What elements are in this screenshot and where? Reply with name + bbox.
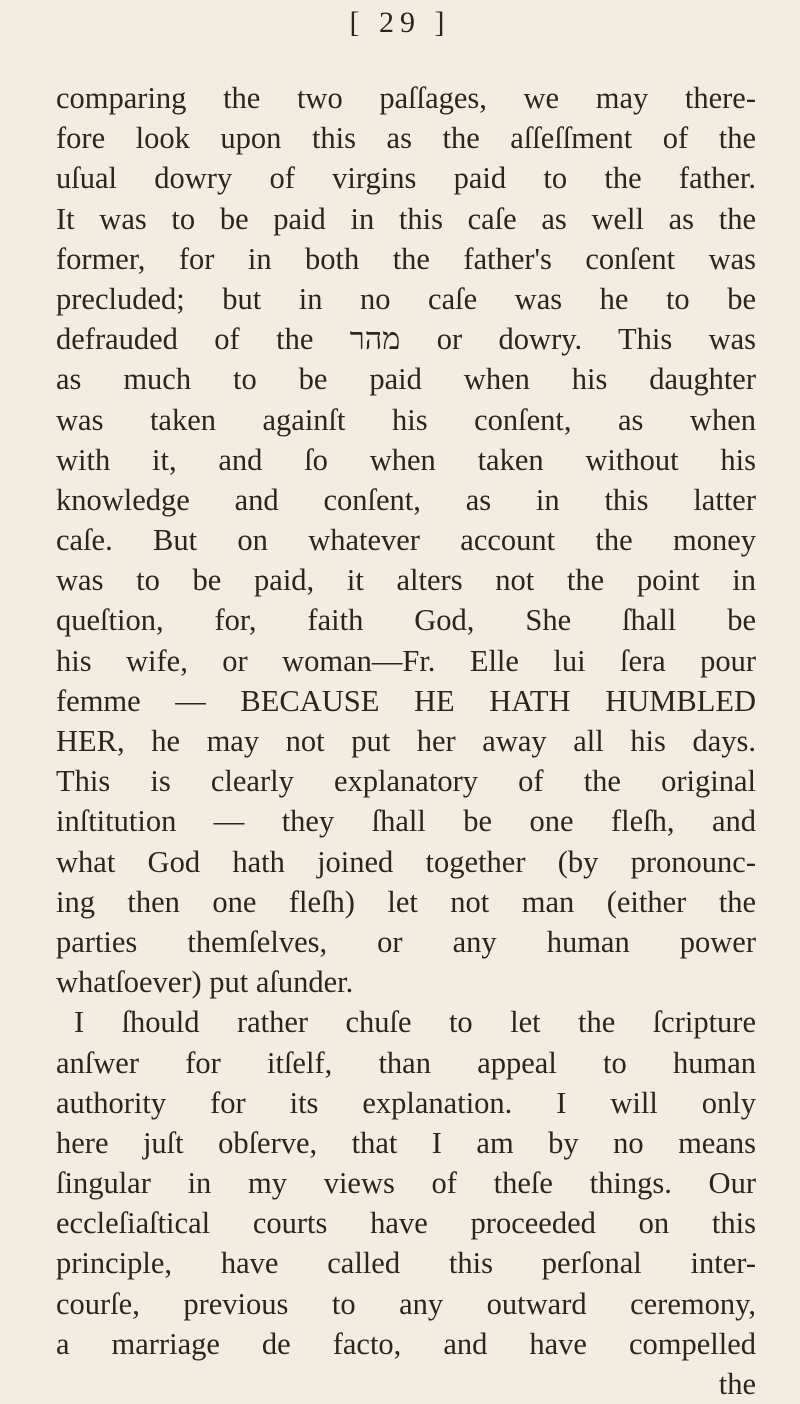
text-line: uſual dowry of virgins paid to the father.: [56, 161, 756, 196]
text-line: was to be paid, it alters not the point in: [56, 563, 756, 598]
text-line: defrauded of the מהר or dowry. This was: [56, 322, 757, 357]
text-line: with it, and ſo when taken without his: [56, 442, 756, 477]
text-line: This is clearly explanatory of the original: [56, 764, 756, 799]
text-line: queſtion, for, faith God, She ſhall be: [56, 603, 756, 638]
text-line: comparing the two paſſages, we may there-: [56, 81, 756, 115]
text-line: parties themſelves, or any human power: [56, 924, 756, 959]
text-line: what God hath joined together (by pronounc-: [56, 844, 756, 879]
text-line: caſe. But on whatever account the money: [56, 523, 756, 558]
text-line: courſe, previous to any outward ceremony,: [56, 1286, 756, 1321]
text-line: ing then one fleſh) let not man (either the: [56, 884, 756, 919]
text-line: precluded; but in no caſe was he to be: [56, 281, 756, 316]
text-line: femme — BECAUSE HE HATH HUMBLED: [56, 683, 756, 718]
text-line: former, for in both the father's conſent was: [56, 241, 756, 276]
text-line: a marriage de facto, and have compelled: [56, 1326, 756, 1361]
text-line: whatſoever) put aſunder.: [56, 965, 354, 1000]
text-line: here juſt obſerve, that I am by no means: [56, 1125, 756, 1160]
catchword: the: [718, 1367, 756, 1401]
text-line: his wife, or woman—Fr. Elle lui ſera pour: [56, 643, 756, 678]
text-line: I ſhould rather chuſe to let the ſcripture: [74, 1005, 756, 1040]
text-line: as much to be paid when his daughter: [56, 362, 756, 397]
text-line: was taken againſt his conſent, as when: [56, 402, 756, 437]
page-number-header: [ 29 ]: [349, 6, 451, 39]
text-line: authority for its explanation. I will only: [56, 1085, 756, 1120]
text-line: principle, have called this perſonal inter-: [56, 1246, 756, 1281]
text-line: fore look upon this as the aſſeſſment of the: [56, 121, 756, 156]
text-line: anſwer for itſelf, than appeal to human: [56, 1045, 756, 1080]
text-line: eccleſiaſtical courts have proceeded on this: [56, 1206, 756, 1241]
text-line: inſtitution — they ſhall be one fleſh, and: [56, 804, 756, 839]
body-text: [56, 78, 756, 1404]
text-line: HER, he may not put her away all his days.: [56, 724, 756, 758]
text-line: It was to be paid in this caſe as well as the: [56, 201, 756, 236]
text-line: knowledge and conſent, as in this latter: [56, 482, 756, 517]
text-line: ſingular in my views of theſe things. Our: [56, 1166, 756, 1201]
